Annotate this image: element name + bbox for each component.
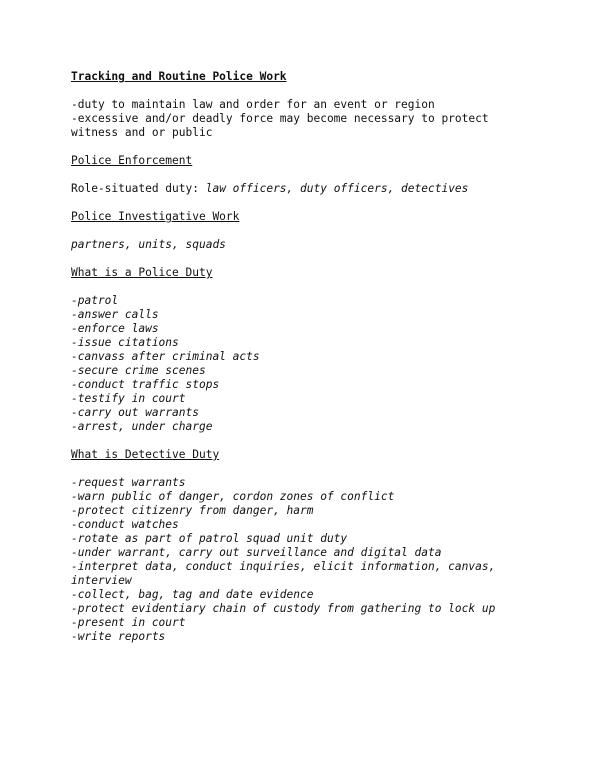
list-item: -conduct traffic stops — [71, 378, 220, 391]
police-duty-list — [71, 294, 541, 434]
list-item: -patrol — [71, 294, 119, 307]
role-situated-duty-line — [71, 182, 541, 196]
spacer — [71, 84, 541, 98]
role-prefix: Role-situated duty: — [71, 182, 206, 195]
section-heading-detective-duty: What is Detective Duty — [71, 448, 220, 461]
spacer — [71, 140, 541, 154]
list-item: -write reports — [71, 630, 166, 643]
list-item: -answer calls — [71, 308, 159, 321]
investigative-units-line: partners, units, squads — [71, 238, 226, 251]
list-item: -request warrants — [71, 476, 186, 489]
list-item: -warn public of danger, cordon zones of conflict — [71, 490, 395, 503]
list-item: -protect citizenry from danger, harm — [71, 504, 314, 517]
list-item: -enforce laws — [71, 322, 159, 335]
spacer — [71, 224, 541, 238]
section-heading-police-enforcement: Police Enforcement — [71, 154, 193, 167]
spacer — [71, 168, 541, 182]
list-item: -carry out warrants — [71, 406, 199, 419]
role-list: law officers, duty officers, detectives — [205, 182, 469, 195]
spacer — [71, 252, 541, 266]
spacer — [71, 434, 541, 448]
list-item: -arrest, under charge — [71, 420, 213, 433]
document-page — [71, 70, 541, 644]
list-item: -canvass after criminal acts — [71, 350, 260, 363]
list-item: -under warrant, carry out surveillance and digital data — [71, 546, 442, 559]
list-item: -testify in court — [71, 392, 186, 405]
list-item: -collect, bag, tag and date evidence — [71, 588, 314, 601]
section-heading-police-duty: What is a Police Duty — [71, 266, 213, 279]
list-item: -issue citations — [71, 336, 179, 349]
intro-line: -excessive and/or deadly force may become necessary to protect witness and or public — [71, 112, 496, 139]
section-heading-investigative-work: Police Investigative Work — [71, 210, 240, 223]
list-item: -interpret data, conduct inquiries, elicit information, canvas, interview — [71, 560, 503, 587]
list-item: -protect evidentiary chain of custody from gathering to lock up — [71, 602, 496, 615]
list-item: -rotate as part of patrol squad unit duty — [71, 532, 348, 545]
spacer — [71, 196, 541, 210]
detective-duty-list — [71, 476, 541, 644]
document-title: Tracking and Routine Police Work — [71, 70, 287, 83]
spacer — [71, 280, 541, 294]
list-item: -conduct watches — [71, 518, 179, 531]
spacer — [71, 462, 541, 476]
list-item: -secure crime scenes — [71, 364, 206, 377]
list-item: -present in court — [71, 616, 186, 629]
intro-line: -duty to maintain law and order for an event or region — [71, 98, 435, 111]
